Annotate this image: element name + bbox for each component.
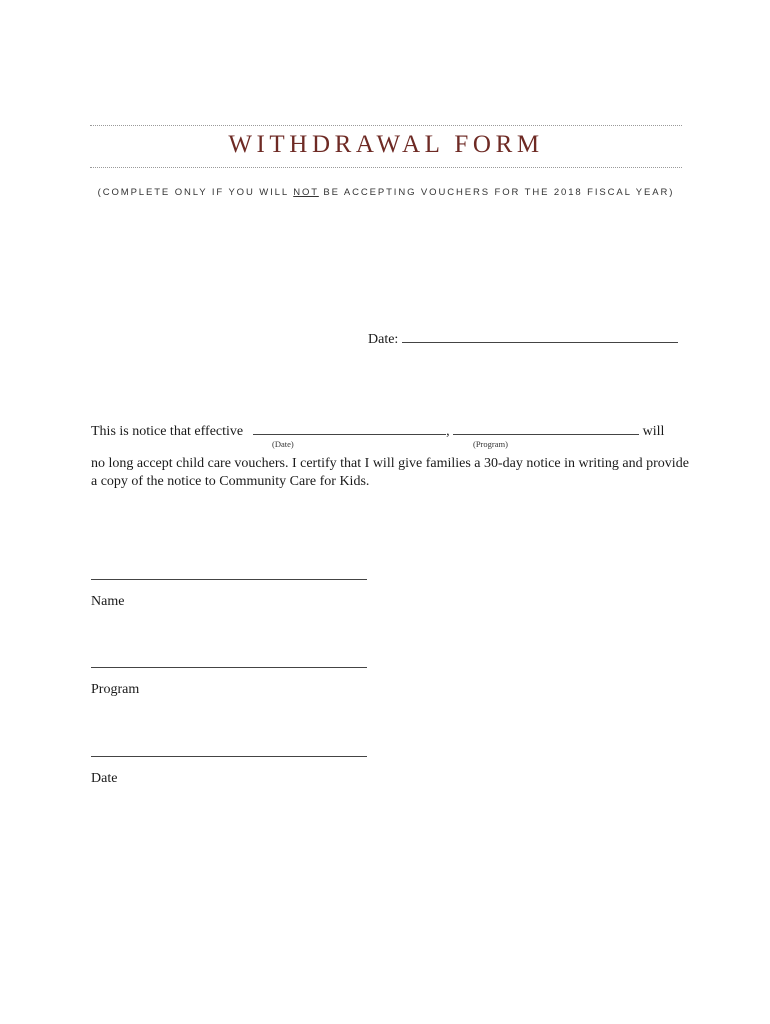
program-blank[interactable]	[453, 421, 639, 435]
form-subtitle	[90, 187, 682, 198]
notice-body: no long accept child care vouchers. I certify that I will give families a 30-day notice in writing and provide a copy of the notice to Community Care for Kids.	[91, 456, 689, 489]
form-title: WITHDRAWAL FORM	[228, 131, 544, 158]
notice-lead-text: This is notice that effective	[91, 424, 244, 439]
program-hint: (Program)	[473, 439, 508, 449]
program-signature-line[interactable]	[91, 667, 367, 668]
subtitle-prefix: (COMPLETE ONLY IF YOU WILL	[97, 187, 294, 198]
date-label: Date:	[368, 332, 399, 347]
subtitle-suffix: BE ACCEPTING VOUCHERS FOR THE 2018 FISCAL YEAR)	[318, 187, 675, 198]
name-label: Name	[91, 594, 125, 609]
name-signature-line[interactable]	[91, 579, 367, 580]
effective-date-blank[interactable]	[253, 421, 446, 435]
date-row	[368, 329, 678, 348]
top-rule	[90, 125, 682, 126]
program-label: Program	[91, 682, 140, 697]
date-signature-label: Date	[91, 771, 118, 786]
date-signature-line[interactable]	[91, 756, 367, 757]
subtitle-emphasis: NOT	[293, 187, 319, 198]
notice-trailing-text: will	[642, 424, 665, 439]
date-hint: (Date)	[272, 439, 294, 449]
title-underline-rule	[90, 167, 682, 168]
date-blank[interactable]	[402, 329, 678, 343]
notice-separator: ,	[446, 424, 450, 439]
notice-row	[91, 421, 664, 440]
